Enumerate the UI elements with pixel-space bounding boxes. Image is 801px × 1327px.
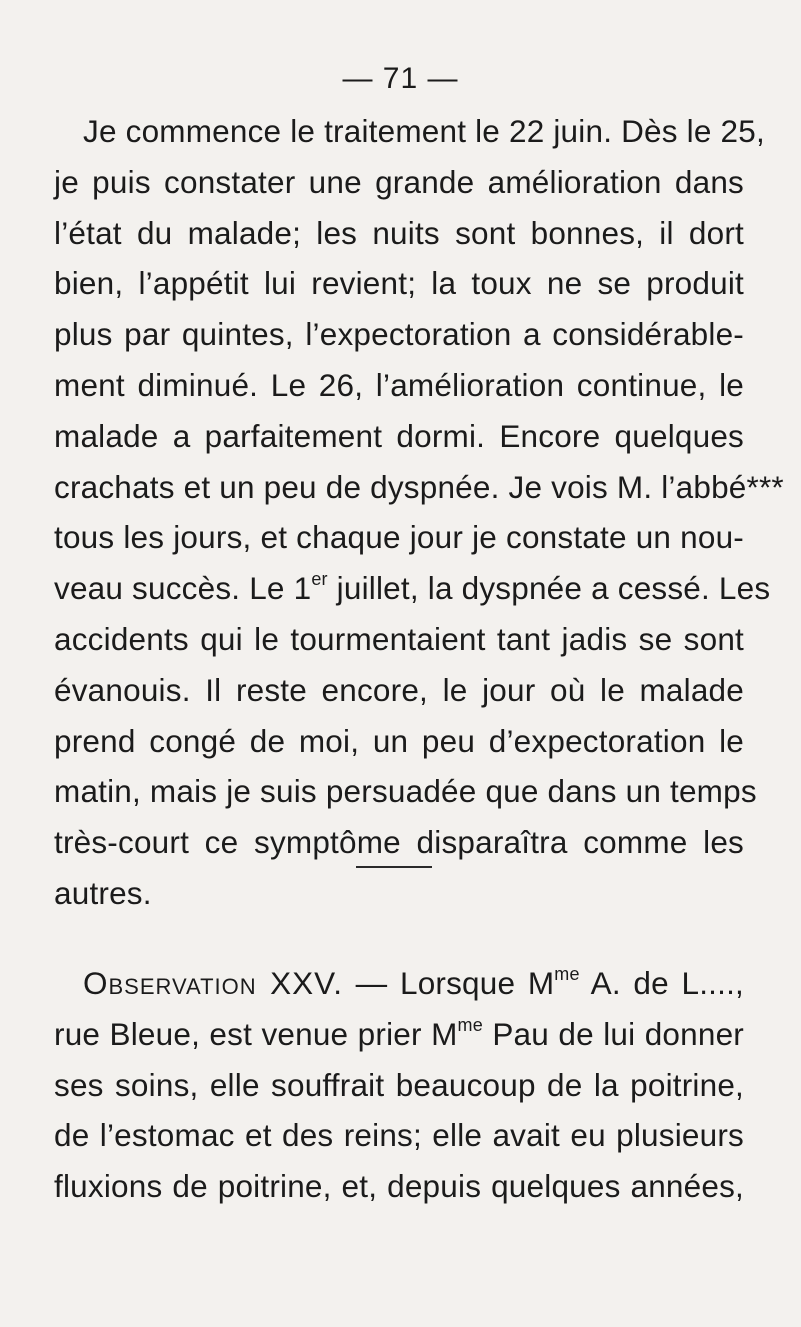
text-line: accidents qui le tourmentaient tant jadis se sont xyxy=(54,620,744,657)
text-line: je puis constater une grande amélioration dans xyxy=(54,163,744,200)
text-line: l’état du malade; les nuits sont bonnes, il dort xyxy=(54,214,744,251)
text-segment: veau succès. Le 1 xyxy=(54,570,312,607)
text-line: très-court ce symptôme disparaîtra comme les xyxy=(54,824,744,861)
text-line: ment diminué. Le 26, l’amélioration continue, le xyxy=(54,366,744,403)
text-line: de l’estomac et des reins; elle avait eu plusieurs xyxy=(54,1117,744,1154)
section-divider xyxy=(356,866,432,868)
first-paragraph xyxy=(54,106,784,919)
superscript: me xyxy=(554,964,580,984)
text-line: malade a parfaitement dormi. Encore quelques xyxy=(54,417,744,454)
superscript: me xyxy=(457,1014,483,1035)
text-line: autres. xyxy=(54,874,152,911)
text-line: prend congé de moi, un peu d’expectoration le xyxy=(54,722,744,759)
text-line: matin, mais je suis persuadée que dans un temps xyxy=(54,773,757,810)
text-segment: rue Bleue, est venue prier M xyxy=(54,1015,458,1052)
text-line xyxy=(54,563,771,614)
text-segment: A. de L...., xyxy=(579,965,744,1001)
observation-heading: Observation XXV. xyxy=(83,965,343,1001)
text-line: tous les jours, et chaque jour je constate un nou- xyxy=(54,519,744,556)
text-segment: Pau de lui donner xyxy=(482,1015,744,1052)
observation-paragraph xyxy=(54,958,744,1212)
text-line: plus par quintes, l’expectoration a considérable- xyxy=(54,316,744,353)
text-line xyxy=(54,1009,744,1060)
page-number: — 71 — xyxy=(342,62,459,95)
superscript: er xyxy=(311,569,328,590)
text-segment: — Lorsque M xyxy=(342,965,555,1001)
text-line: crachats et un peu de dyspnée. Je vois M. l’abbé*** xyxy=(54,468,784,505)
text-segment: juillet, la dyspnée a cessé. Les xyxy=(327,570,771,607)
text-line xyxy=(54,958,744,1009)
text-line: fluxions de poitrine, et, depuis quelques années, xyxy=(54,1168,744,1205)
text-line: évanouis. Il reste encore, le jour où le malade xyxy=(54,671,744,708)
text-line: ses soins, elle souffrait beaucoup de la poitrine, xyxy=(54,1066,744,1103)
text-line: bien, l’appétit lui revient; la toux ne se produit xyxy=(54,265,744,302)
text-line: Je commence le traitement le 22 juin. Dès le 25, xyxy=(83,113,765,149)
